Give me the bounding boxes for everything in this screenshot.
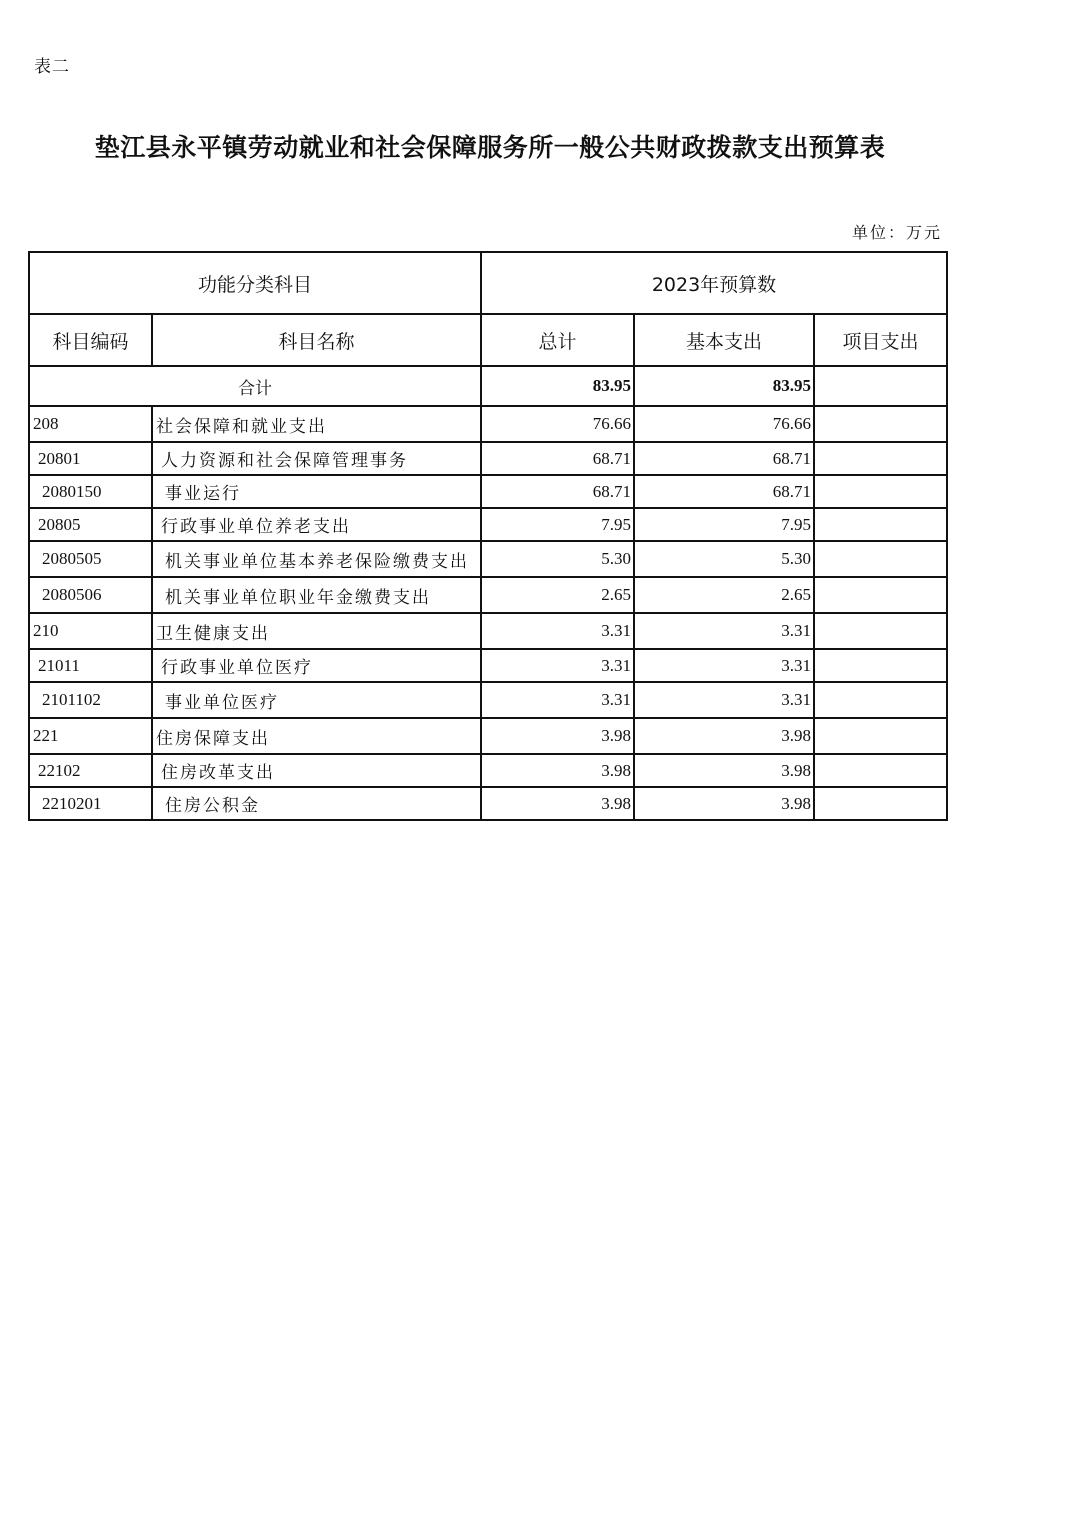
row-project [814,508,947,541]
row-project [814,442,947,475]
row-name: 机关事业单位职业年金缴费支出 [152,577,481,613]
table-row [29,406,947,442]
row-name: 行政事业单位医疗 [152,649,481,682]
row-name: 事业单位医疗 [152,682,481,718]
row-basic: 3.98 [634,787,814,820]
row-total: 5.30 [481,541,634,577]
table-row [29,613,947,649]
row-name: 住房公积金 [152,787,481,820]
row-name: 人力资源和社会保障管理事务 [152,442,481,475]
column-header-basic: 基本支出 [634,314,814,366]
total-basic-amount: 83.95 [634,366,814,406]
row-code: 2080150 [29,475,152,508]
table-body [29,252,947,820]
unit-label: 单位：万元 [851,223,942,242]
row-code: 21011 [29,649,152,682]
row-code: 221 [29,718,152,754]
row-basic: 3.31 [634,613,814,649]
row-basic: 3.31 [634,649,814,682]
row-code: 20801 [29,442,152,475]
table-row [29,541,947,577]
table-row [29,682,947,718]
row-name: 社会保障和就业支出 [152,406,481,442]
row-project [814,475,947,508]
row-total: 3.31 [481,613,634,649]
row-total: 7.95 [481,508,634,541]
row-project [814,718,947,754]
row-basic: 2.65 [634,577,814,613]
row-basic: 76.66 [634,406,814,442]
row-code: 22102 [29,754,152,787]
row-total: 2.65 [481,577,634,613]
row-total: 3.31 [481,649,634,682]
row-basic: 3.98 [634,754,814,787]
page-title: 垫江县永平镇劳动就业和社会保障服务所一般公共财政拨款支出预算表 [94,133,886,162]
row-total: 3.98 [481,754,634,787]
row-project [814,787,947,820]
row-name: 住房改革支出 [152,754,481,787]
table-row [29,787,947,820]
table-row [29,508,947,541]
total-label: 合计 [29,366,481,406]
row-project [814,754,947,787]
row-name: 机关事业单位基本养老保险缴费支出 [152,541,481,577]
row-total: 68.71 [481,475,634,508]
row-code: 2210201 [29,787,152,820]
row-name: 行政事业单位养老支出 [152,508,481,541]
table-row [29,718,947,754]
row-basic: 3.98 [634,718,814,754]
row-code: 2101102 [29,682,152,718]
row-project [814,682,947,718]
row-code: 20805 [29,508,152,541]
column-header-total: 总计 [481,314,634,366]
table-row [29,577,947,613]
column-header-name: 科目名称 [152,314,481,366]
table-row [29,475,947,508]
table-row [29,754,947,787]
group-header-row [29,252,947,314]
total-row [29,366,947,406]
row-total: 76.66 [481,406,634,442]
row-total: 3.98 [481,718,634,754]
row-name: 住房保障支出 [152,718,481,754]
row-project [814,577,947,613]
row-code: 208 [29,406,152,442]
total-project-amount [814,366,947,406]
column-header-project: 项目支出 [814,314,947,366]
budget-table [28,251,948,821]
row-name: 事业运行 [152,475,481,508]
row-project [814,649,947,682]
row-total: 3.31 [481,682,634,718]
table-row [29,442,947,475]
row-basic: 68.71 [634,475,814,508]
table-row [29,649,947,682]
row-project [814,541,947,577]
row-name: 卫生健康支出 [152,613,481,649]
row-total: 68.71 [481,442,634,475]
column-header-row [29,314,947,366]
group-header-budget-year: 2023年预算数 [481,252,947,314]
row-code: 2080506 [29,577,152,613]
row-code: 2080505 [29,541,152,577]
row-project [814,406,947,442]
group-header-function-category: 功能分类科目 [29,252,481,314]
row-code: 210 [29,613,152,649]
row-total: 3.98 [481,787,634,820]
total-amount: 83.95 [481,366,634,406]
row-basic: 7.95 [634,508,814,541]
row-basic: 3.31 [634,682,814,718]
document-label: 表二 [34,57,70,77]
row-basic: 68.71 [634,442,814,475]
column-header-code: 科目编码 [29,314,152,366]
row-project [814,613,947,649]
row-basic: 5.30 [634,541,814,577]
